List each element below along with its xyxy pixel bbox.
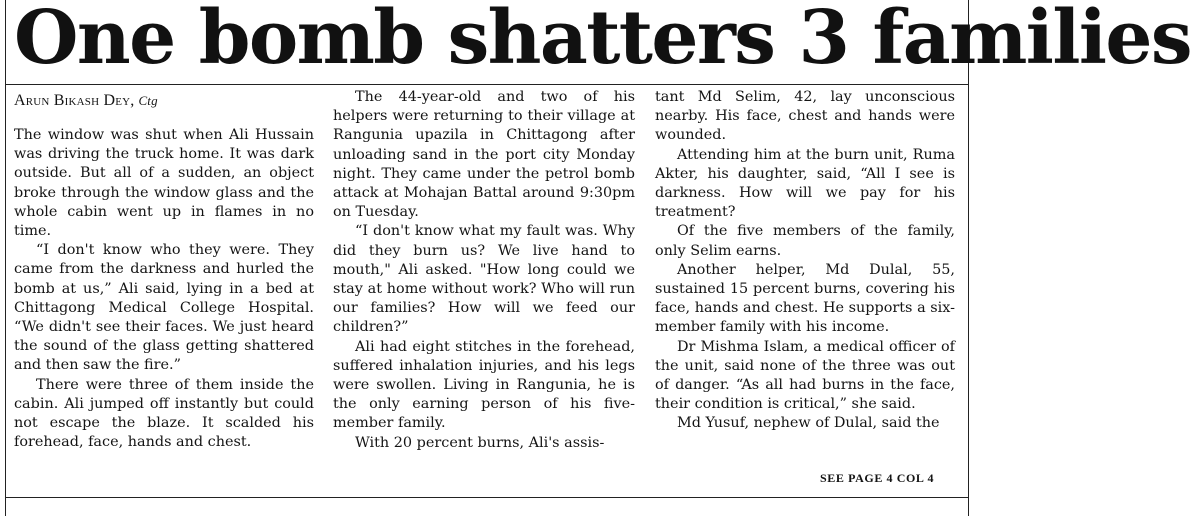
byline-location: Ctg [138, 93, 158, 108]
continued-jump-line[interactable]: SEE PAGE 4 COL 4 [820, 471, 935, 485]
paragraph: With 20 percent burns, Ali's assis- [355, 434, 605, 451]
paragraph: Md Yusuf, nephew of Dulal, said the [677, 415, 940, 432]
byline-author: Arun Bikash Dey, [14, 92, 135, 109]
paragraph: Attending him at the burn unit, Ruma Akter, his daughter, said, “All I see is darkness. How will we pay for his treatment? [655, 146, 955, 221]
paragraph: Of the five members of the family, only Selim earns. [655, 223, 955, 259]
headline: One bomb shatters 3 families [14, 0, 1191, 81]
paragraph: tant Md Selim, 42, lay unconscious nearby. His face, chest and hands were wounded. [655, 89, 955, 144]
bottom-rule [5, 497, 969, 498]
paragraph: Dr Mishma Islam, a medical officer of the unit, said none of the three was out of danger. “As all had burns in the face, their condition is critical,” she said. [655, 338, 955, 413]
byline [14, 92, 158, 110]
paragraph: The 44-year-old and two of his helpers were returning to their village at Rangunia upazila in Chittagong after unloading sand in the port city Monday night. They came under the petrol bomb attack at Mohajan Battal around 9:30pm on Tuesday. [333, 89, 635, 221]
paragraph: Ali had eight stitches in the forehead, suffered inhalation injuries, and his legs were swollen. Living in Rangunia, he is the only earning person of his five-member family. [333, 338, 635, 432]
article-column-1 [14, 126, 314, 452]
article-column-2 [333, 88, 635, 453]
paragraph: “I don't know what my fault was. Why did they burn us? We live hand to mouth," Ali asked. "How long could we stay at home without work? Who will run our families? How will we feed our children?” [333, 223, 635, 336]
article-column-3 [655, 88, 955, 434]
paragraph: The window was shut when Ali Hussain was driving the truck home. It was dark outside. But all of a sudden, an object broke through the window glass and the whole cabin went up in flames in no time. [14, 127, 314, 240]
paragraph: There were three of them inside the cabin. Ali jumped off instantly but could not escape the blaze. It scalded his forehead, face, hands and chest. [14, 376, 314, 451]
headline-rule [5, 84, 969, 85]
paragraph: “I don't know who they were. They came from the darkness and hurled the bomb at us,” Ali said, lying in a bed at Chittagong Medical College Hospital. “We didn't see their faces. We just heard the sound of the glass getting shattered and then saw the fire.” [14, 242, 314, 374]
paragraph: Another helper, Md Dulal, 55, sustained 15 percent burns, covering his face, hands and chest. He supports a six-member family with his income. [655, 261, 955, 336]
left-border [5, 0, 6, 516]
